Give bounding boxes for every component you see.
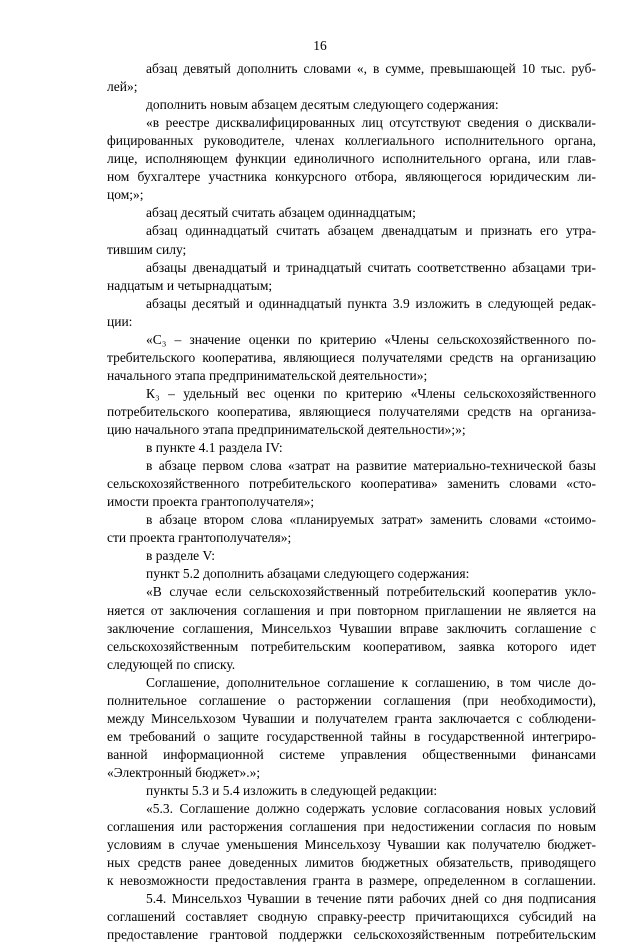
text-line: соглашений составляет сводную справку-реестр причитающихся субсидий на xyxy=(107,909,596,925)
text-line: предоставление грантовой поддержки сельскохозяйственным потребительским xyxy=(107,927,596,943)
text-line: дополнить новым абзацем десятым следующего содержания: xyxy=(146,97,499,113)
text-line: пункт 5.2 дополнить абзацами следующего содержания: xyxy=(146,566,470,582)
text-line: следующей по списку. xyxy=(107,656,236,672)
text-line: условиям в случае уменьшения Минсельхозу Чувашии как получателю бюджет- xyxy=(107,837,596,853)
text-line: няется от заключения соглашения и при повторном приглашении не является на xyxy=(107,602,596,618)
text-line: Соглашение, дополнительное соглашение к соглашению, в том числе до- xyxy=(146,674,596,690)
text-line: «В случае если сельскохозяйственный потребительский кооператив укло- xyxy=(146,584,596,600)
text-line: ном бухгалтере участника конкурсного отбора, являющегося юридическим ли- xyxy=(107,169,596,185)
text-line: абзац одиннадцатый считать абзацем двенадцатым и признать его утра- xyxy=(146,223,596,239)
text-line: цом;»; xyxy=(107,187,144,203)
text-line: тившим силу; xyxy=(107,241,187,257)
text-line: соглашения или расторжения соглашения при недостижении согласия по новым xyxy=(107,819,596,835)
text-line: лей»; xyxy=(107,79,138,95)
text-line: абзацы двенадцатый и тринадцатый считать соответственно абзацами три- xyxy=(146,259,596,275)
text-line: абзац девятый дополнить словами «, в сумме, превышающей 10 тыс. руб- xyxy=(146,61,596,76)
text-line: ем требований о защите государственной тайны в государственной интегриро- xyxy=(107,728,596,744)
text-line: имости проекта грантополучателя»; xyxy=(107,494,315,510)
page-number: 16 xyxy=(313,38,327,53)
text-line: в пункте 4.1 раздела IV: xyxy=(146,440,283,456)
text-line: потребительского кооператива, являющиеся получателями средств на организа- xyxy=(107,403,596,419)
text-line: сельскохозяйственного потребительского кооператива» заменить словами «сто- xyxy=(107,476,596,492)
text-line: начального этапа предпринимательской деятельности»; xyxy=(107,367,428,383)
text-line: в абзаце первом слова «затрат на развитие материально-технической базы xyxy=(146,458,596,474)
text-line: «С₃ – значение оценки по критерию «Члены сельскохозяйственного по- xyxy=(146,331,596,347)
text-line: 5.4. Минсельхоз Чувашии в течение пяти рабочих дней со дня подписания xyxy=(146,891,596,907)
text-line: пункты 5.3 и 5.4 изложить в следующей редакции: xyxy=(146,783,438,798)
text-line: надцатым и четырнадцатым; xyxy=(107,277,273,293)
text-line: сти проекта грантополучателя»; xyxy=(107,530,292,546)
text-line: абзацы десятый и одиннадцатый пункта 3.9 изложить в следующей редак- xyxy=(146,295,596,311)
text-line: к невозможности предоставления гранта в размере, определенном в соглашении. xyxy=(107,873,596,889)
text-line: К₃ – удельный вес оценки по критерию «Члены сельскохозяйственного xyxy=(146,385,596,401)
text-line: ных средств ранее доведенных лимитов бюджетных обязательств, приводящего xyxy=(107,855,596,871)
text-line: требительского кооператива, являющиеся получателями средств на организацию xyxy=(107,349,596,365)
text-line: фицированных руководителе, членах коллегиального исполнительного органа, xyxy=(107,133,596,149)
text-line: ции: xyxy=(107,313,133,329)
text-line: между Минсельхозом Чувашии и получателем гранта заключается с соблюдени- xyxy=(107,710,596,726)
text-line: сельскохозяйственным потребительским кооперативом, заявка которого идет xyxy=(107,638,596,654)
text-line: «5.3. Соглашение должно содержать условие согласования новых условий xyxy=(146,801,596,817)
text-line: «в реестре дисквалифицированных лиц отсутствуют сведения о дисквали- xyxy=(146,115,596,131)
text-line: в разделе V: xyxy=(146,548,216,564)
text-line: заключение соглашения, Минсельхоз Чувашии вправе заключить соглашение с xyxy=(107,620,596,636)
text-line: абзац десятый считать абзацем одиннадцатым; xyxy=(146,205,416,221)
text-line: лице, исполняющем функции единоличного исполнительного органа, или глав- xyxy=(107,151,596,167)
text-line: полнительное соглашение о расторжении соглашения (при необходимости), xyxy=(107,692,596,708)
text-line: ванной информационной системе управления общественными финансами xyxy=(107,746,596,762)
text-line: в абзаце втором слова «планируемых затрат» заменить словами «стоимо- xyxy=(146,512,596,528)
text-line: цию начального этапа предпринимательской деятельности»;»; xyxy=(107,422,466,437)
text-line: «Электронный бюджет».»; xyxy=(107,764,261,780)
